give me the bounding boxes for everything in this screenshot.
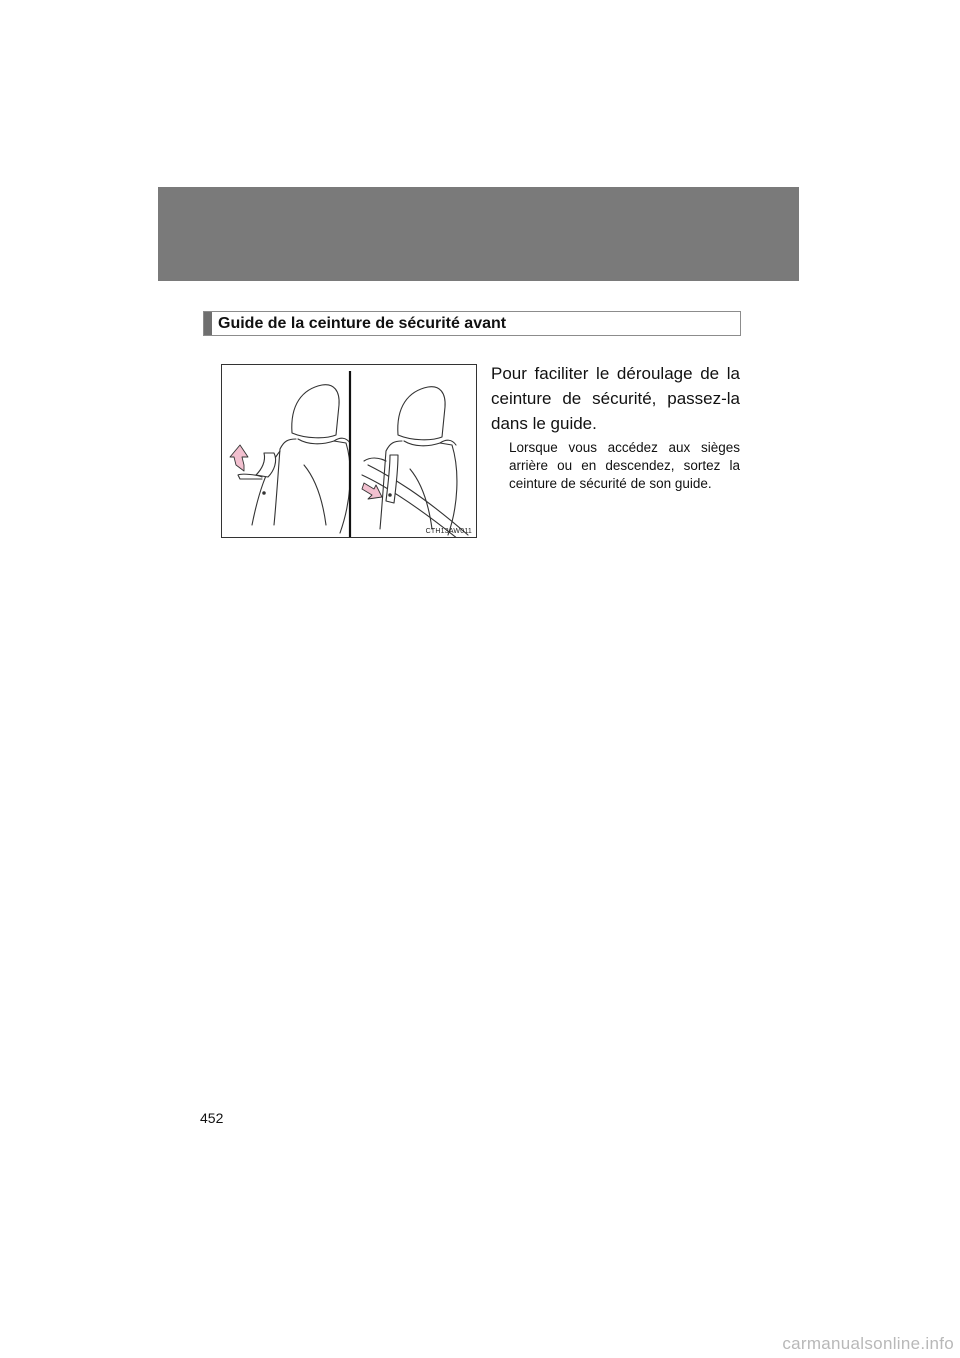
left-seatback [274, 439, 350, 533]
seatbelt-guide-illustration [221, 364, 477, 538]
section-title: Guide de la ceinture de sécurité avant [218, 315, 507, 332]
header-band [158, 187, 799, 281]
right-arrow-icon [362, 483, 382, 499]
instruction-paragraph: Pour faciliter le déroulage de la ceinture de sécurité, passez-la dans le guide. [491, 364, 740, 433]
figure-code: CTH13AW011 [425, 528, 472, 535]
section-heading [203, 311, 741, 336]
illustration-drawing [222, 365, 477, 538]
page-number: 452 [200, 1110, 224, 1126]
right-belt-guide [386, 455, 398, 503]
note-paragraph: Lorsque vous accédez aux sièges arrière ou en descendez, sortez la ceinture de sécurité de son guide. [509, 440, 740, 491]
right-seatbelt-strap [368, 465, 468, 535]
section-heading-bar [204, 312, 212, 335]
right-headrest [398, 387, 445, 440]
watermark: carmanualsonline.info [782, 1334, 954, 1353]
left-headrest [292, 385, 339, 438]
left-arrow-icon [230, 445, 248, 471]
left-belt-guide [256, 453, 276, 477]
